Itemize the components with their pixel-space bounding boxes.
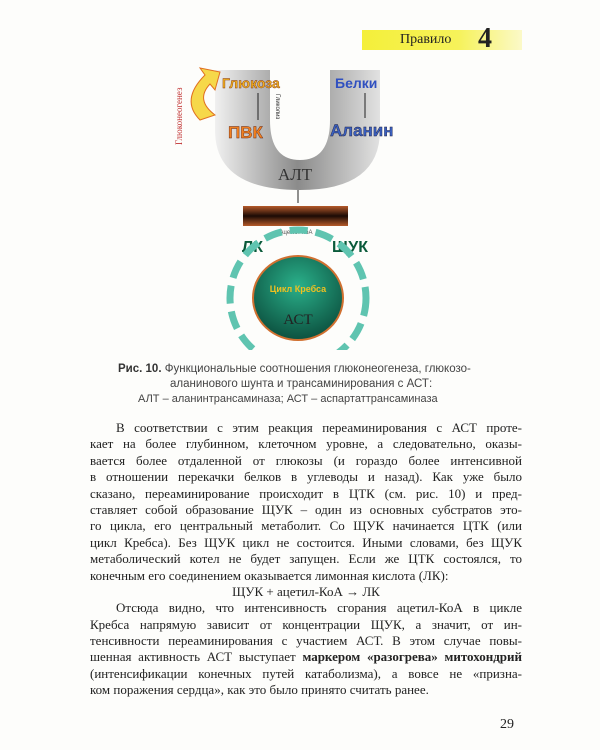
caption-line: аланинового шунта и трансаминирования с АСТ: [170, 378, 433, 390]
text-line: ком поражения сердца», как это было принято считать ранее. [90, 682, 429, 698]
acetyl-coa-bar [243, 206, 348, 226]
label-pvk: ПВК [228, 123, 263, 142]
body-text [90, 420, 522, 699]
text-line: цикл Кребса). Без ЩУК цикл не состоится. Иными словами, без ЩУК [90, 534, 522, 550]
text-line: кает на более глубинном, клеточном уровне, а следовательно, оказы- [90, 436, 522, 452]
chapter-header [362, 23, 522, 54]
chapter-label: Правило [400, 32, 452, 47]
text-line [90, 649, 522, 665]
text-line: конечным его соединением оказывается лимонная кислота (ЛК): [90, 567, 449, 583]
text-line: (интенсификации конечных путей катаболизма), а вовсе не «призна- [90, 665, 522, 681]
text-line: сказано, переаминирование происходит в ЦТК (см. рис. 10) и пред- [90, 485, 522, 501]
text-line: го цикла, его центральный метаболит. Со ЩУК начинается ЦТК (или [90, 518, 522, 534]
text-line: Кребса напрямую зависит от концентрации ЩУК, а значит, от ин- [90, 616, 522, 632]
text-line: ставляет собой образование ЩУК – один из основных субстратов это- [90, 501, 522, 517]
text-line: вается более отдаленной от глюкозы (и гораздо более интенсивной [90, 452, 522, 468]
text-line: метаболический котел не будет запущен. Если же ЦТК состоялся, то [90, 551, 522, 567]
page-number: 29 [500, 717, 514, 732]
label-shchuk: ЩУК [332, 239, 369, 256]
label-glycolysis: Гликолиз [274, 94, 280, 120]
text-line: Отсюда видно, что интенсивность сгорания ацетил-КоА в цикле [116, 600, 522, 616]
chapter-number: 4 [478, 23, 492, 54]
metabolic-diagram [170, 60, 430, 350]
label-alanine: Аланин [330, 121, 394, 140]
figure-caption [118, 362, 508, 407]
label-ast: АСТ [283, 312, 313, 328]
text-line: тенсивности переаминирования с участием АСТ. В этом случае повы- [90, 633, 522, 649]
text-line: В соответствии с этим реакция переаминирования с АСТ проте- [116, 420, 522, 435]
caption-prefix: Рис. 10. [118, 363, 162, 375]
label-acetyl-coa: Ацетил-КоА [279, 230, 313, 236]
text-line: в отношении перекачки белков в углеводы и назад). Как уже было [90, 469, 522, 485]
label-lk: ЛК [242, 239, 263, 256]
formula: ЩУК + ацетил-КоА → ЛК [232, 583, 380, 599]
label-proteins: Белки [335, 75, 378, 91]
caption-first-line [118, 362, 508, 377]
label-krebs: Цикл Кребса [269, 284, 327, 294]
text-fragment: шенная активность АСТ выступает [90, 649, 303, 665]
caption-legend: АЛТ – аланинтрансаминаза; АСТ – аспартаттрансаминаза [138, 393, 438, 405]
label-alt: АЛТ [278, 165, 313, 184]
label-gluconeogenesis: Глюконеогенез [174, 87, 184, 145]
bold-phrase: маркером «разогрева» митохондрий [302, 649, 523, 665]
label-glucose: Глюкоза [222, 75, 280, 91]
caption-line: Функциональные соотношения глюконеогенеза, глюкозо- [164, 363, 471, 375]
